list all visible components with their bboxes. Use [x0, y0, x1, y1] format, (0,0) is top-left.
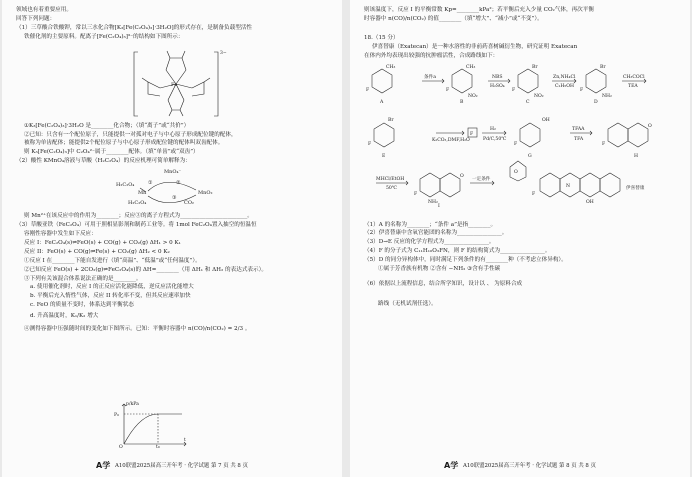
reagent-label: H₂: [490, 126, 496, 132]
footer-text: A10联盟2025届高三开年考 · 化学试题 第 8 页 共 8 页: [462, 463, 596, 470]
reagent-label: 条件a: [424, 74, 436, 80]
compound-label: B: [460, 99, 464, 105]
text-line: ①K₃[Fe(C₂O₄)₃]·3H₂O 是________化合物；（填“离子”或“共价”）: [24, 122, 190, 129]
graph-p0: P₀: [114, 413, 119, 418]
text-line: ①属于芳香族有机物 ②含有 −NH₂ ③含有手性碳: [378, 266, 501, 273]
atom-label: F: [446, 87, 450, 93]
mech-step: ①: [148, 180, 153, 187]
reagent-label: TFA: [574, 136, 584, 142]
cyclohexanone-ring-h: [628, 123, 648, 147]
text-line: 铁催化剂的主要原料。配离子[Fe(C₂O₄)₃]³⁻的结构如下图所示：: [24, 33, 184, 40]
benzene-ring-g: [520, 123, 540, 147]
mno4-mechanism-diagram: [16, 166, 332, 212]
atom-label: Br: [388, 117, 394, 123]
mech-label: MnO₄⁻: [164, 169, 182, 176]
atom-label: F: [580, 87, 584, 93]
reagent-label: K₂CO₃,DMF,H₂O: [432, 137, 470, 143]
text-line: （2）酸性 KMnO₄溶液与草酸（H₂C₂O₄）的反应机理可简单解释为：: [16, 158, 191, 165]
mech-label: H₂C₂O₄: [128, 200, 147, 207]
page-7: [2, 0, 342, 477]
reagent-label: C₂H₅OH: [555, 83, 574, 89]
text-line: d. 升高温度时，K₁/K₂ 增大: [30, 313, 99, 320]
cyclohexanone-ring-i: [440, 173, 460, 197]
page-8: [350, 0, 690, 477]
text-line: （1）A 的名称为________；“条件 a”是指________。: [364, 221, 497, 228]
text-line: （6）依据以上流程信息，结合所学知识，设计以 、 为原料合成: [364, 280, 523, 287]
atom-label: Br: [532, 64, 538, 70]
exam-logo: A学: [96, 461, 111, 471]
mech-label: CO₂: [184, 200, 194, 207]
compound-label: C: [526, 99, 530, 105]
pressure-time-graph: [110, 400, 190, 448]
text-line: 容刚性容器中发生如下反应：: [24, 230, 97, 237]
compound-label: G: [528, 153, 532, 159]
reagent-label: Zn,NH₄Cl: [553, 74, 576, 80]
text-line: ③下列有关该混合体系说法正确的是________。: [24, 275, 142, 282]
benzene-ring-d: [586, 69, 606, 93]
atom-label: NH₂: [428, 199, 438, 205]
text-line: ②已知反应 FeO(s) + 2CO₂(g)⇌FeC₂O₄(s)的 ΔH=________（用 ΔH₁ 和 ΔH₂ 的表达式表示）。: [24, 266, 267, 273]
compound-label: A: [380, 99, 384, 105]
product-ring-4: [600, 173, 620, 197]
product-ring-1: [540, 173, 560, 197]
atom-label: NH₂: [602, 93, 612, 99]
benzene-ring-b: [452, 69, 472, 93]
reagent-label: 50℃: [386, 185, 397, 191]
graph-t0: t₀: [156, 445, 160, 448]
atom-label: F: [414, 191, 418, 197]
text-line: c. FeO 的质量不变时，体系达到平衡状态: [30, 302, 134, 309]
compound-label: I: [438, 203, 440, 209]
atom-label: N: [566, 183, 571, 189]
benzene-ring-h: [608, 123, 628, 147]
synthesis-route-diagram: [364, 61, 680, 221]
text-line: 领域也有着重要应用。: [16, 7, 72, 13]
page-footer: [350, 462, 690, 471]
text-line: （3）草酸亚铁（FeC₂O₄）可用于照相显影剂和制药工业等。将 1mol FeC₂O₄置入抽空的恒温恒: [16, 222, 257, 229]
benzene-ring-a: [372, 69, 392, 93]
text-line: ④测得容器中压强随时间的变化如下图所示。已知：平衡时容器中 n(CO)/n(CO₂) = 2/3 。: [24, 326, 251, 333]
compound-label: E: [382, 153, 386, 159]
text-line: 回答下列问题：: [16, 15, 56, 22]
atom-label: F: [532, 191, 536, 197]
graph-origin: O: [119, 445, 123, 448]
graph-ylabel: p/kPa: [126, 402, 139, 407]
reagent-label: TFAA: [572, 126, 585, 132]
atom-label: F: [368, 141, 372, 147]
product-label: 伊喜替康: [626, 185, 645, 191]
exam-logo: A学: [444, 461, 459, 471]
text-line: 被称为单齿配体；能提供2个配位原子与中心原子形成配位键的配体叫双齿配体。: [24, 140, 224, 147]
text-line: （1）三草酸合铁酸钾，常以三水化合物[K₃[Fe(C₂O₄)₃]·3H₂O]的形式存在，是制备负载型活性: [16, 24, 253, 31]
compound-label: F: [470, 131, 474, 137]
text-line: 则 K₃[Fe(C₂O₄)₃]中 C₂O₄²⁻属于________配体。（填“单齿”或“双齿”）: [24, 149, 199, 156]
atom-label: NO₂: [468, 93, 478, 99]
mech-label: MnO₂: [198, 190, 213, 197]
mech-label: Mn: [138, 190, 147, 197]
product-ring-3: [580, 173, 600, 197]
text-line: （3）D→E 反应的化学方程式为________________。: [364, 239, 495, 246]
reagent-label: Pd/C,50℃: [483, 136, 507, 142]
atom-label: CH₃: [466, 64, 476, 70]
benzene-ring-e: [374, 123, 394, 147]
mech-label: H₂C₂O₄: [116, 182, 135, 189]
text-line: a. 使用催化剂时，反应 I 的正反应活化能降低，逆反应活化能增大: [30, 284, 194, 291]
atom-label: OH: [586, 199, 594, 205]
text-line: 路线（无机试剂任选）。: [378, 300, 437, 307]
reagent-label: NBS: [492, 74, 503, 80]
atom-label: OH: [542, 117, 550, 123]
atom-label: F: [602, 141, 606, 147]
atom-label: O: [514, 169, 518, 175]
benzene-ring-c: [518, 69, 538, 93]
compound-label: H: [634, 153, 639, 159]
benzene-ring-i: [420, 173, 440, 197]
reagent-label: 一定条件: [472, 176, 491, 182]
reagent-label: H₂SO₄: [490, 83, 505, 89]
text-line: （5）D 的同分异构体中，同时满足下列条件的有________种（不考虑立体异构）。: [364, 257, 567, 264]
atom-label: Br: [600, 64, 606, 70]
atom-label: NO₂: [534, 93, 544, 99]
mech-step: ③: [172, 195, 177, 202]
lactone-ring: [510, 161, 526, 181]
text-line: 则 Mn²⁺在该反应中的作用为________；反应③的离子方程式为________________________。: [24, 213, 253, 220]
reagent-label: CH₃COCl: [623, 74, 645, 80]
charge-label: 3−: [220, 50, 227, 56]
text-line: ①反应 I 在________下能自发进行（填“高温”、“低温”或“任何温度”）。: [24, 257, 201, 264]
page-footer: [2, 462, 342, 471]
atom-label: F: [512, 87, 516, 93]
text-line: 则该温度下，反应 I 的平衡常数 Kp=________kPa²；若平衡后充入少量 CO₂气体，再次平衡: [364, 7, 594, 13]
text-line: 时容器中 n(CO)/n(CO₂) 的值________（填“增大”、“减小”或“不变”）。: [364, 15, 543, 22]
fe-atom-label: Fe: [171, 81, 178, 88]
fe-complex-structure: [16, 42, 332, 122]
text-line: ②已知：只含有一个配位原子，只能提供一对孤对电子与中心原子形成配位键的配体，: [24, 131, 237, 138]
atom-label: O: [460, 173, 464, 179]
compound-label: D: [594, 99, 598, 105]
atom-label: F: [514, 141, 518, 147]
graph-xlabel: t: [184, 438, 186, 443]
text-line: （4）F 的分子式为 C₁₁H₁₀O₃FN，则 F 的结构简式为________________。: [364, 248, 551, 255]
text-line: 伊喜替康（Exatecan）是一种水溶性的非前药喜树碱衍生物，研究证明 Exatecan: [372, 43, 578, 50]
reagent-label: MHCl/EtOH: [376, 176, 405, 182]
reagent-label: TEA: [628, 83, 638, 89]
footer-text: A10联盟2025届高三开年考 · 化学试题 第 7 页 共 8 页: [114, 463, 248, 470]
text-line: （2）伊喜替康中含氧官能团的名称为________________。: [364, 230, 508, 237]
text-line: b. 平衡后充入惰性气体，反应 II 转化率不变，但其反应速率加快: [30, 293, 191, 300]
mech-step: ②: [176, 180, 181, 187]
text-line: 反应 I：FeC₂O₄(s)⇌FeO(s) + CO(g) + CO₂(g) ΔH₁ > 0 K₁: [24, 239, 181, 246]
text-line: 反应 II：FeO(s) + CO(g)⇌Fe(s) + CO₂(g) ΔH₂ < 0 K₂: [24, 248, 170, 255]
atom-label: F: [366, 87, 370, 93]
atom-label: CH₃: [386, 64, 396, 70]
text-line: 在体内外均表现出较强的抗肿瘤活性，合成路线如下：: [364, 52, 499, 59]
atom-label: O: [648, 123, 652, 129]
question-18-header: 18.（15 分）: [364, 34, 399, 41]
